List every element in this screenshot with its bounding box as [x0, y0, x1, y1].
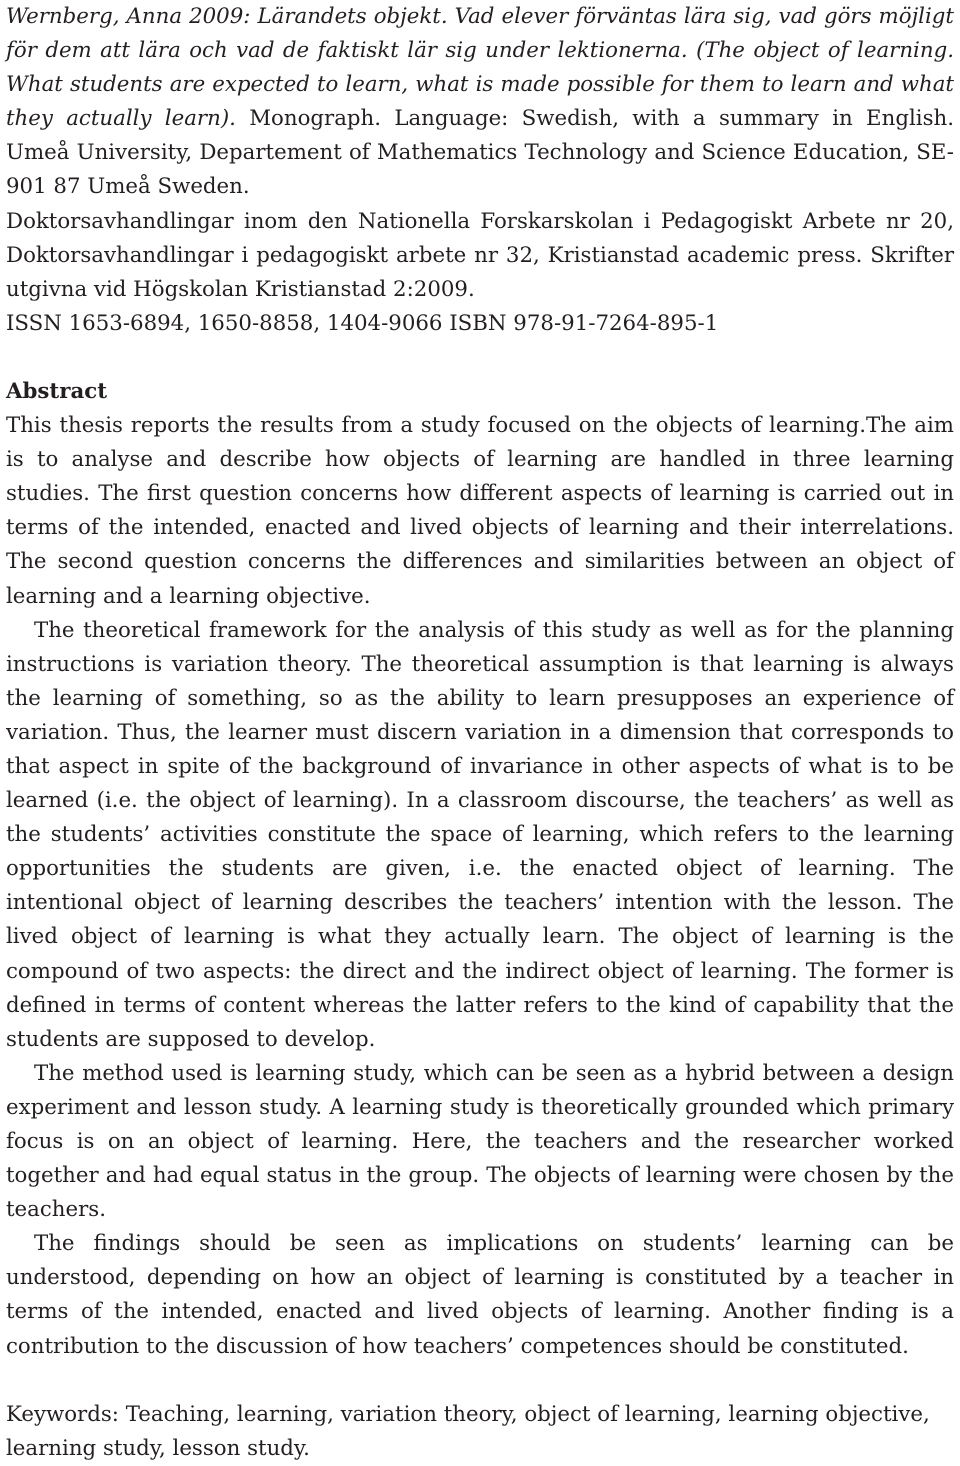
- bibliographic-citation: [6, 0, 954, 205]
- abstract-paragraph-2: The theoretical framework for the analysis of this study as well as for the planning instructions is variation theory. The theoretical assumption is that learning is always the learning of something, so as the ability to learn presupposes an experience of variation. Thus, the learner must discern variation in a dimension that corresponds to that aspect in spite of the background of invariance in other aspects of what is to be learned (i.e. the object of learning). In a classroom discourse, the teachers’ as well as the students’ activities constitute the space of learning, which refers to the learning opportunities the students are given, i.e. the enacted object of learning. The intentional object of learning describes the teachers’ intention with the lesson. The lived object of learning is what they actually learn. The object of learning is the compound of two aspects: the direct and the indirect object of learning. The former is defined in terms of content whereas the latter refers to the kind of capability that the students are supposed to develop.: [6, 617, 954, 1052]
- citation-details: Monograph. Language: Swedish, with a summary in English. Umeå University, Departement of Mathematics Technology and Science Education, SE-901 87 Umeå Sweden.: [6, 106, 954, 200]
- series-statement: Doktorsavhandlingar inom den Nationella Forskarskolan i Pedagogiskt Arbete nr 20, Doktorsavhandlingar i pedagogiskt arbete nr 32, Kristianstad academic press. Skrifter utgivna vid Högskolan Kristianstad 2:2009.: [6, 208, 954, 302]
- issn-isbn: ISSN 1653-6894, 1650-8858, 1404-9066 ISBN 978-91-7264-895-1: [6, 310, 719, 336]
- abstract-paragraph-1: This thesis reports the results from a study focused on the objects of learning.The aim is to analyse and describe how objects of learning are handled in three learning studies. The first question concerns how different aspects of learning is carried out in terms of the intended, enacted and lived objects of learning and their interrelations. The second question concerns the differences and similarities between an object of learning and a learning objective.: [6, 413, 954, 609]
- abstract-page: [6, 0, 954, 1466]
- keywords: Keywords: Teaching, learning, variation theory, object of learning, learning objective, learning study, lesson study.: [6, 1401, 930, 1461]
- citation-title: Wernberg, Anna 2009: Lärandets objekt. Vad elever förväntas lära sig, vad görs möjligt för dem att lära och vad de faktiskt lär sig under lektionerna. (The object of learning. What students are expected to learn, what is made possible for them to learn and what they actually learn).: [6, 4, 954, 132]
- abstract-heading: Abstract: [6, 378, 108, 404]
- abstract-paragraph-4: The findings should be seen as implications on students’ learning can be understood, depending on how an object of learning is constituted by a teacher in terms of the intended, enacted and lived objects of learning. Another finding is a contribution to the discussion of how teachers’ competences should be constituted.: [6, 1231, 954, 1359]
- abstract-paragraph-3: The method used is learning study, which can be seen as a hybrid between a design experiment and lesson study. A learning study is theoretically grounded which primary focus is on an object of learning. Here, the teachers and the researcher worked together and had equal status in the group. The objects of learning were chosen by the teachers.: [6, 1060, 954, 1223]
